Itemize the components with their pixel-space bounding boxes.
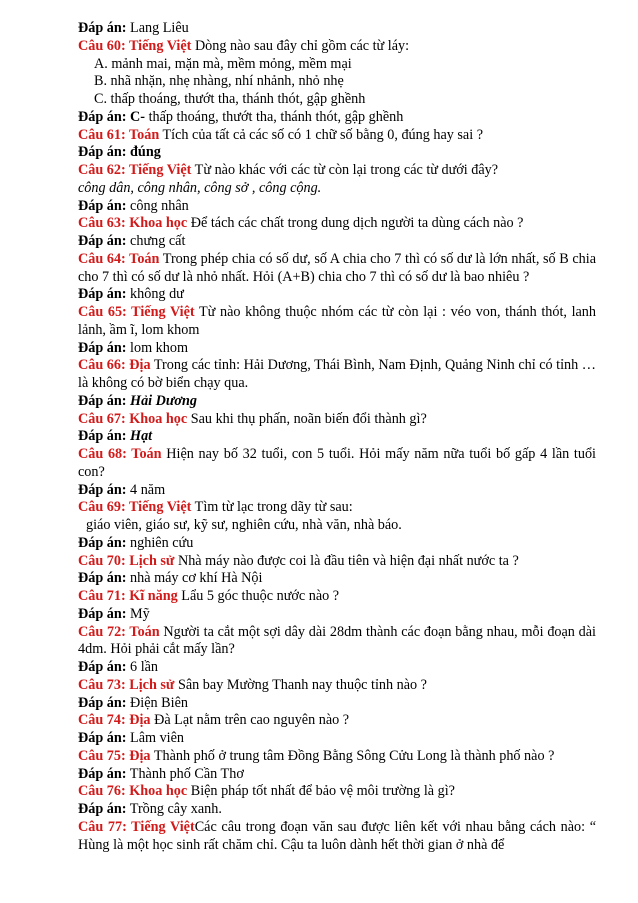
question-label: Câu 77: Tiếng Việt: [78, 818, 195, 835]
question-text: Biện pháp tốt nhất để bảo vệ môi trường là gì?: [187, 783, 455, 800]
question-label: Câu 76: Khoa học: [78, 783, 188, 800]
option-a: [78, 56, 596, 74]
question-text: Sân bay Mường Thanh nay thuộc tỉnh nào ?: [174, 676, 427, 693]
question-72: [78, 624, 596, 660]
question-label: Câu 68: Toán: [78, 446, 162, 462]
answer-label: Đáp án:: [78, 730, 127, 746]
option-text: A. mảnh mai, mặn mà, mềm mỏng, mềm mại: [94, 55, 352, 72]
question-label: Câu 73: Lịch sử: [78, 676, 175, 693]
answer-text: Trồng cây xanh.: [126, 801, 222, 817]
answer-text: nhà máy cơ khí Hà Nội: [126, 570, 263, 587]
question-label: Câu 66: Địa: [78, 357, 151, 374]
answer-63: [78, 233, 596, 251]
answer-label: Đáp án:: [78, 20, 127, 36]
question-text: Đà Lạt nằm trên cao nguyên nào ?: [150, 712, 350, 729]
question-73: [78, 677, 596, 695]
answer-label: Đáp án:: [78, 233, 127, 249]
question-label: Câu 75: Địa: [78, 747, 151, 764]
question-label: Câu 67: Khoa học: [78, 410, 188, 427]
answer-label: Đáp án:: [78, 570, 127, 587]
answer-59: [78, 20, 596, 38]
answer-61: [78, 144, 596, 162]
option-text: C. thấp thoáng, thướt tha, thánh thót, gập ghềnh: [94, 91, 366, 107]
answer-label: Đáp án:: [78, 801, 127, 817]
answer-label: Đáp án:: [78, 765, 127, 782]
question-60: [78, 38, 596, 56]
question-text: Tích của tất cả các số có 1 chữ số bằng 0, đúng hay sai ?: [159, 126, 483, 143]
question-69-words: [78, 517, 596, 535]
question-text: Sau khi thụ phấn, noãn biến đổi thành gì?: [187, 410, 427, 427]
question-63: [78, 215, 596, 233]
question-text: Trong các tỉnh: Hải Dương, Thái Bình, Nam Định, Quảng Ninh chỉ có tỉnh … là không có bờ biển chạy qua.: [78, 357, 596, 391]
answer-71: [78, 606, 596, 624]
question-69: [78, 499, 596, 517]
question-77: [78, 819, 596, 855]
answer-text: Thành phố Cần Thơ: [126, 765, 244, 782]
answer-66: [78, 393, 596, 411]
answer-69: [78, 535, 596, 553]
question-text: Dòng nào sau đây chỉ gồm các từ láy:: [191, 37, 410, 54]
answer-75: [78, 766, 596, 784]
question-62: [78, 162, 596, 180]
answer-text: công nhân: [126, 197, 189, 214]
answer-72: [78, 659, 596, 677]
option-c: [78, 91, 596, 109]
question-68: [78, 446, 596, 482]
question-text: Từ nào khác với các từ còn lại trong các từ dưới đây?: [191, 162, 499, 178]
question-text: Nhà máy nào được coi là đầu tiên và hiện đại nhất nước ta ?: [174, 552, 519, 569]
question-71: [78, 588, 596, 606]
question-70: [78, 553, 596, 571]
answer-65: [78, 340, 596, 358]
question-text: Hiện nay bố 32 tuổi, con 5 tuổi. Hỏi mấy năm nữa tuổi bố gấp 4 lần tuổi con?: [78, 446, 596, 480]
question-65: [78, 304, 596, 340]
answer-60: [78, 109, 596, 127]
word-list: giáo viên, giáo sư, kỹ sư, nghiên cứu, nhà văn, nhà báo.: [86, 517, 402, 533]
question-text: Trong phép chia có số dư, số A chia cho 7 thì có số dư là lớn nhất, số B chia cho 7 thì có số dư là nhỏ nhất. Hỏi (A+B) chia cho 7 thì có số dư là bao nhiêu ?: [78, 250, 597, 285]
option-text: B. nhã nhặn, nhẹ nhàng, nhí nhảnh, nhỏ nhẹ: [94, 73, 344, 90]
answer-label: Đáp án:: [78, 339, 127, 356]
option-b: [78, 73, 596, 91]
question-label: Câu 62: Tiếng Việt: [78, 162, 192, 178]
question-label: Câu 71: Kĩ năng: [78, 588, 178, 604]
answer-label: Đáp án:: [78, 481, 127, 498]
question-label: Câu 63: Khoa học: [78, 215, 188, 232]
answer-text: thấp thoáng, thướt tha, thánh thót, gập ghềnh: [145, 108, 404, 125]
answer-text: không dư: [126, 286, 184, 303]
answer-label: Đáp án: đúng: [78, 144, 161, 161]
answer-label: Đáp án:: [78, 605, 127, 622]
answer-76: [78, 801, 596, 819]
question-text: Lẩu 5 góc thuộc nước nào ?: [177, 588, 340, 604]
answer-label: Đáp án:: [78, 694, 127, 711]
answer-text: Mỹ: [126, 605, 150, 622]
question-text: Tìm từ lạc trong dãy từ sau:: [191, 499, 353, 516]
answer-text: Hạt: [126, 428, 153, 445]
question-67: [78, 411, 596, 429]
answer-label: Đáp án:: [78, 659, 127, 675]
answer-text: Hải Dương: [126, 392, 198, 409]
question-text: Người ta cắt một sợi dây dài 28dm thành các đoạn bằng nhau, mỗi đoạn dài 4dm. Hỏi phải cắt mấy lần?: [78, 623, 596, 658]
answer-74: [78, 730, 596, 748]
answer-73: [78, 695, 596, 713]
answer-62: [78, 198, 596, 216]
question-62-words: [78, 180, 596, 198]
word-list: công dân, công nhân, công sở , công cộng.: [78, 179, 322, 196]
answer-text: Lâm viên: [126, 730, 185, 746]
question-label: Câu 60: Tiếng Việt: [78, 37, 192, 54]
question-74: [78, 712, 596, 730]
question-label: Câu 74: Địa: [78, 712, 151, 729]
answer-label: Đáp án: C-: [78, 108, 146, 125]
question-76: [78, 783, 596, 801]
question-64: [78, 251, 596, 287]
answer-text: lom khom: [126, 339, 188, 356]
answer-text: chưng cất: [126, 233, 186, 249]
question-text: Từ nào không thuộc nhóm các từ còn lại : véo von, thánh thót, lanh lảnh, ầm ĩ, lom khom: [78, 304, 596, 338]
answer-67: [78, 428, 596, 446]
answer-text: 6 lần: [126, 659, 159, 675]
answer-label: Đáp án:: [78, 428, 127, 445]
question-label: Câu 64: Toán: [78, 250, 160, 267]
answer-68: [78, 482, 596, 500]
question-text: Các câu trong đoạn văn sau được liên kết với nhau bằng cách nào: “ Hùng là một học sinh rất chăm chỉ. Cậu ta luôn dành hết thời gian ở nhà để: [78, 818, 596, 853]
answer-64: [78, 286, 596, 304]
question-label: Câu 69: Tiếng Việt: [78, 499, 192, 516]
question-label: Câu 65: Tiếng Việt: [78, 304, 195, 320]
answer-label: Đáp án:: [78, 392, 127, 409]
question-label: Câu 61: Toán: [78, 126, 160, 143]
question-text: Để tách các chất trong dung dịch người ta dùng cách nào ?: [187, 215, 524, 232]
answer-label: Đáp án:: [78, 286, 127, 303]
question-label: Câu 72: Toán: [78, 623, 160, 640]
answer-label: Đáp án:: [78, 534, 127, 551]
answer-text: Điện Biên: [126, 694, 188, 711]
answer-text: Lang Liêu: [126, 20, 189, 36]
question-61: [78, 127, 596, 145]
question-label: Câu 70: Lịch sử: [78, 552, 175, 569]
question-text: Thành phố ở trung tâm Đồng Bằng Sông Cửu Long là thành phố nào ?: [150, 747, 555, 764]
answer-text: 4 năm: [126, 481, 166, 498]
question-75: [78, 748, 596, 766]
question-66: [78, 357, 596, 393]
answer-70: [78, 570, 596, 588]
answer-text: nghiên cứu: [126, 534, 194, 551]
answer-label: Đáp án:: [78, 197, 127, 214]
